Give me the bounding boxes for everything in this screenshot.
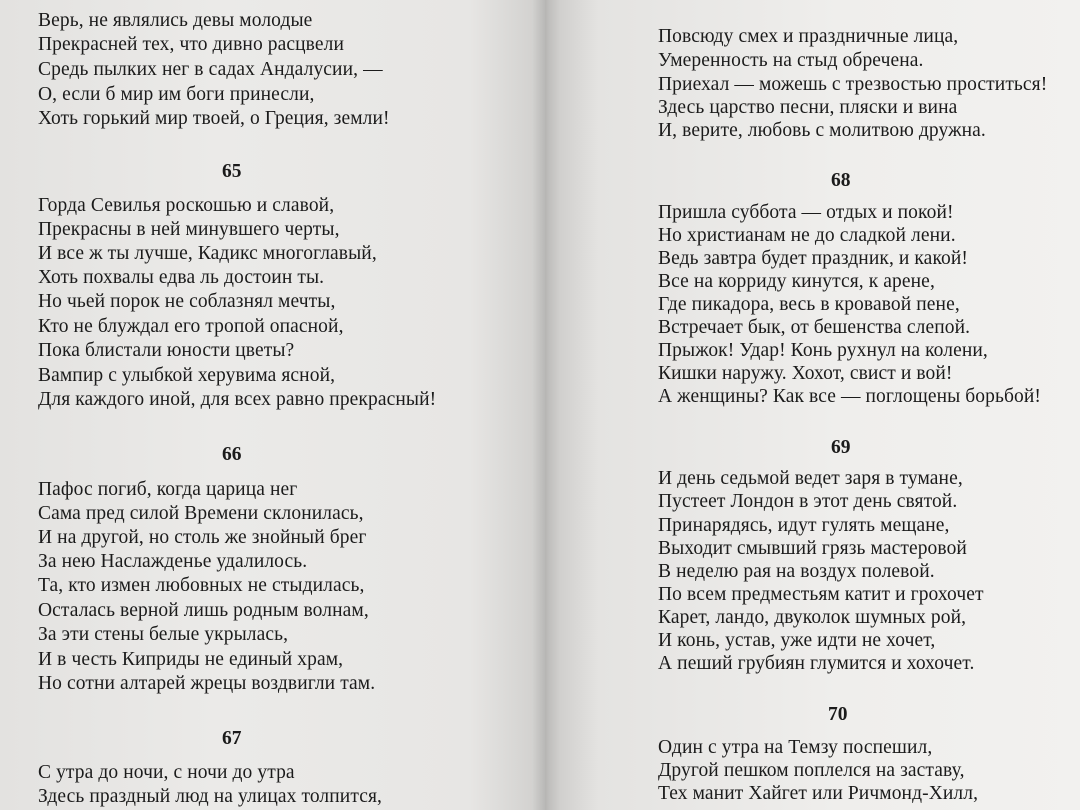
poem-line: Умеренность на стыд обречена. (658, 50, 924, 71)
stanza-number: 67 (222, 728, 242, 749)
poem-line: Кишки наружу. Хохот, свист и вой! (658, 363, 953, 384)
poem-line: Но христианам не до сладкой лени. (658, 225, 956, 246)
poem-line: Для каждого иной, для всех равно прекрасный! (38, 389, 437, 410)
poem-line: Сама пред силой Времени склонилась, (38, 503, 364, 524)
poem-line: Встречает бык, от бешенства слепой. (658, 317, 971, 338)
poem-line: И на другой, но столь же знойный брег (38, 527, 367, 548)
stanza-number: 66 (222, 444, 242, 465)
poem-line: Выходит смывший грязь мастеровой (658, 538, 967, 559)
poem-line: Приехал — можешь с трезвостью проститься! (658, 74, 1048, 95)
poem-line: Пафос погиб, когда царица нег (38, 479, 298, 500)
stanza-number: 65 (222, 161, 242, 182)
poem-line: Та, кто измен любовных не стыдилась, (38, 575, 365, 596)
poem-line: С утра до ночи, с ночи до утра (38, 762, 295, 783)
poem-line: Осталась верной лишь родным волнам, (38, 600, 369, 621)
poem-line: За эти стены белые укрылась, (38, 624, 289, 645)
poem-line: Хоть горький мир твоей, о Греция, земли! (38, 108, 390, 129)
poem-line: Но сотни алтарей жрецы воздвигли там. (38, 673, 376, 694)
poem-line: И все ж ты лучше, Кадикс многоглавый, (38, 243, 377, 264)
poem-line: А пеший грубиян глумится и хохочет. (658, 653, 975, 674)
poem-line: И конь, устав, уже идти не хочет, (658, 630, 936, 651)
poem-line: Хоть похвалы едва ль достоин ты. (38, 267, 325, 288)
stanza-number: 68 (831, 170, 851, 191)
poem-line: Прекрасней тех, что дивно расцвели (38, 34, 344, 55)
poem-line: По всем предместьям катит и грохочет (658, 584, 984, 605)
poem-line: Повсюду смех и праздничные лица, (658, 26, 959, 47)
poem-line: Пустеет Лондон в этот день святой. (658, 491, 958, 512)
stanza-number: 69 (831, 437, 851, 458)
poem-line: Один с утра на Темзу поспешил, (658, 737, 933, 758)
poem-line: Средь пылких нег в садах Андалусии, — (38, 59, 383, 80)
poem-line: Горда Севилья роскошью и славой, (38, 195, 335, 216)
stanza-number: 70 (828, 704, 848, 725)
poem-line: В неделю рая на воздух полевой. (658, 561, 935, 582)
poem-line: Верь, не являлись девы молодые (38, 10, 313, 31)
poem-line: Прекрасны в ней минувшего черты, (38, 219, 340, 240)
book-gutter (532, 0, 560, 810)
poem-line: Тех манит Хайгет или Ричмонд-Хилл, (658, 783, 979, 804)
poem-line: И, верите, любовь с молитвою дружна. (658, 120, 986, 141)
poem-line: Но чьей порок не соблазнял мечты, (38, 291, 336, 312)
poem-line: Кто не блуждал его тропой опасной, (38, 316, 344, 337)
poem-line: Здесь праздный люд на улицах толпится, (38, 786, 382, 807)
poem-line: Карет, ландо, двуколок шумных рой, (658, 607, 967, 628)
poem-line: Прыжок! Удар! Конь рухнул на колени, (658, 340, 988, 361)
poem-line: Пока блистали юности цветы? (38, 340, 295, 361)
poem-line: За нею Наслажденье удалилось. (38, 551, 308, 572)
poem-line: А женщины? Как все — поглощены борьбой! (658, 386, 1041, 407)
poem-line: О, если б мир им боги принесли, (38, 84, 315, 105)
poem-line: Где пикадора, весь в кровавой пене, (658, 294, 960, 315)
poem-line: Вампир с улыбкой херувима ясной, (38, 365, 336, 386)
poem-line: Другой пешком поплелся на заставу, (658, 760, 965, 781)
poem-line: Пришла суббота — отдых и покой! (658, 202, 954, 223)
poem-line: И день седьмой ведет заря в тумане, (658, 468, 963, 489)
poem-line: Ведь завтра будет праздник, и какой! (658, 248, 969, 269)
poem-line: И в честь Киприды не единый храм, (38, 649, 344, 670)
poem-line: Все на корриду кинутся, к арене, (658, 271, 935, 292)
poem-line: Принарядясь, идут гулять мещане, (658, 515, 950, 536)
poem-line: Здесь царство песни, пляски и вина (658, 97, 958, 118)
right-page (545, 0, 1080, 810)
